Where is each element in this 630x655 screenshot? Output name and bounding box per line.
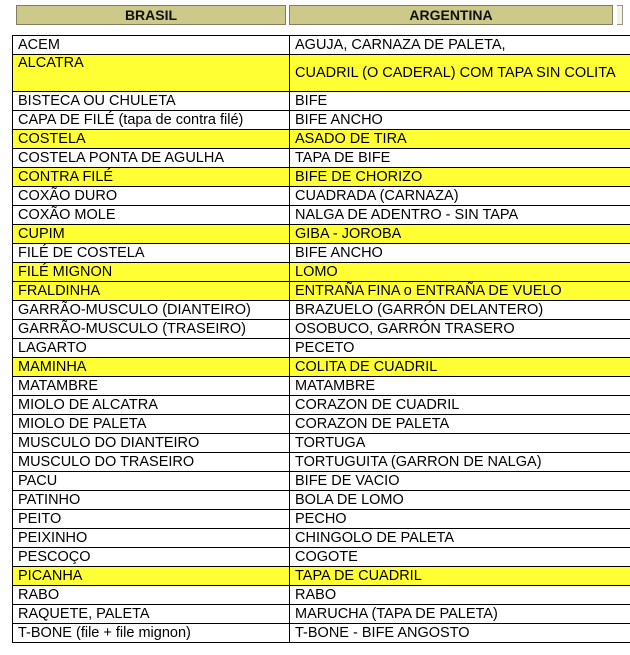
- cell-brasil: CONTRA FILÉ: [13, 168, 290, 187]
- header-brasil: BRASIL: [16, 5, 286, 25]
- table-row: [13, 434, 630, 453]
- table-row: [13, 396, 630, 415]
- cell-brasil: PICANHA: [13, 567, 290, 586]
- cell-brasil: GARRÃO-MUSCULO (TRASEIRO): [13, 320, 290, 339]
- cell-brasil: RAQUETE, PALETA: [13, 605, 290, 624]
- cell-brasil: MUSCULO DO DIANTEIRO: [13, 434, 290, 453]
- cell-brasil: MAMINHA: [13, 358, 290, 377]
- cell-brasil: RABO: [13, 586, 290, 605]
- cell-argentina: BRAZUELO (GARRÓN DELANTERO): [290, 301, 630, 320]
- cell-brasil: MIOLO DE PALETA: [13, 415, 290, 434]
- table-row: [13, 320, 630, 339]
- cell-argentina: COLITA DE CUADRIL: [290, 358, 630, 377]
- cell-argentina: PECHO: [290, 510, 630, 529]
- table-row: [13, 339, 630, 358]
- table-row: [13, 510, 630, 529]
- table-row: [13, 472, 630, 491]
- cuts-table-body: [13, 36, 630, 643]
- cell-brasil: CUPIM: [13, 225, 290, 244]
- cell-brasil: COXÃO MOLE: [13, 206, 290, 225]
- cell-argentina: BIFE DE VACIO: [290, 472, 630, 491]
- cell-brasil: COSTELA: [13, 130, 290, 149]
- cell-argentina: RABO: [290, 586, 630, 605]
- cuts-table: [12, 35, 630, 643]
- table-row: [13, 358, 630, 377]
- cell-brasil: FILÉ DE COSTELA: [13, 244, 290, 263]
- table-row: [13, 130, 630, 149]
- table-row: [13, 111, 630, 130]
- cell-brasil: BISTECA OU CHULETA: [13, 92, 290, 111]
- cell-brasil: T-BONE (file + file mignon): [13, 624, 290, 643]
- cell-argentina: ASADO DE TIRA: [290, 130, 630, 149]
- cell-brasil: PEIXINHO: [13, 529, 290, 548]
- cell-argentina: ENTRAÑA FINA o ENTRAÑA DE VUELO: [290, 282, 630, 301]
- cell-brasil: GARRÃO-MUSCULO (DIANTEIRO): [13, 301, 290, 320]
- cell-argentina: TORTUGA: [290, 434, 630, 453]
- table-row: [13, 36, 630, 55]
- cell-brasil: CAPA DE FILÉ (tapa de contra filé): [13, 111, 290, 130]
- cell-argentina: CUADRADA (CARNAZA): [290, 187, 630, 206]
- cell-argentina: PECETO: [290, 339, 630, 358]
- cell-argentina: GIBA - JOROBA: [290, 225, 630, 244]
- table-row: [13, 55, 630, 92]
- cell-argentina: CHINGOLO DE PALETA: [290, 529, 630, 548]
- table-row: [13, 244, 630, 263]
- table-row: [13, 206, 630, 225]
- cell-brasil: PACU: [13, 472, 290, 491]
- cell-argentina: TAPA DE CUADRIL: [290, 567, 630, 586]
- cell-argentina: BOLA DE LOMO: [290, 491, 630, 510]
- table-row: [13, 624, 630, 643]
- table-row: [13, 529, 630, 548]
- cell-argentina: BIFE DE CHORIZO: [290, 168, 630, 187]
- table-row: [13, 605, 630, 624]
- cell-brasil: COSTELA PONTA DE AGULHA: [13, 149, 290, 168]
- cell-argentina: COGOTE: [290, 548, 630, 567]
- cell-brasil: MIOLO DE ALCATRA: [13, 396, 290, 415]
- header-argentina: ARGENTINA: [289, 5, 613, 25]
- cell-brasil: MATAMBRE: [13, 377, 290, 396]
- cell-argentina: CORAZON DE PALETA: [290, 415, 630, 434]
- cell-argentina: TORTUGUITA (GARRON DE NALGA): [290, 453, 630, 472]
- cell-argentina: AGUJA, CARNAZA DE PALETA,: [290, 36, 630, 55]
- cell-argentina: BIFE: [290, 92, 630, 111]
- table-row: [13, 225, 630, 244]
- cell-brasil: PATINHO: [13, 491, 290, 510]
- cell-brasil: PESCOÇO: [13, 548, 290, 567]
- cell-brasil: MUSCULO DO TRASEIRO: [13, 453, 290, 472]
- table-row: [13, 548, 630, 567]
- cell-brasil: FRALDINHA: [13, 282, 290, 301]
- table-row: [13, 415, 630, 434]
- table-row: [13, 377, 630, 396]
- table-row: [13, 263, 630, 282]
- table-row: [13, 301, 630, 320]
- cell-brasil: COXÃO DURO: [13, 187, 290, 206]
- header-edge: [617, 5, 623, 25]
- cell-argentina: CORAZON DE CUADRIL: [290, 396, 630, 415]
- cell-argentina: LOMO: [290, 263, 630, 282]
- table-row: [13, 149, 630, 168]
- table-row: [13, 491, 630, 510]
- table-row: [13, 92, 630, 111]
- cell-argentina: MARUCHA (TAPA DE PALETA): [290, 605, 630, 624]
- table-row: [13, 168, 630, 187]
- cell-argentina: NALGA DE ADENTRO - SIN TAPA: [290, 206, 630, 225]
- cell-brasil: FILÉ MIGNON: [13, 263, 290, 282]
- table-row: [13, 187, 630, 206]
- cell-argentina: BIFE ANCHO: [290, 111, 630, 130]
- table-row: [13, 586, 630, 605]
- column-header-bar: [0, 3, 630, 29]
- cell-brasil: LAGARTO: [13, 339, 290, 358]
- cell-argentina: OSOBUCO, GARRÓN TRASERO: [290, 320, 630, 339]
- table-row: [13, 282, 630, 301]
- cell-argentina: CUADRIL (O CADERAL) COM TAPA SIN COLITA: [290, 55, 630, 92]
- table-row: [13, 453, 630, 472]
- cell-argentina: MATAMBRE: [290, 377, 630, 396]
- cell-argentina: TAPA DE BIFE: [290, 149, 630, 168]
- table-row: [13, 567, 630, 586]
- cell-brasil: PEITO: [13, 510, 290, 529]
- cell-brasil: ACEM: [13, 36, 290, 55]
- cell-argentina: BIFE ANCHO: [290, 244, 630, 263]
- cell-brasil: ALCATRA: [13, 55, 290, 92]
- cell-argentina: T-BONE - BIFE ANGOSTO: [290, 624, 630, 643]
